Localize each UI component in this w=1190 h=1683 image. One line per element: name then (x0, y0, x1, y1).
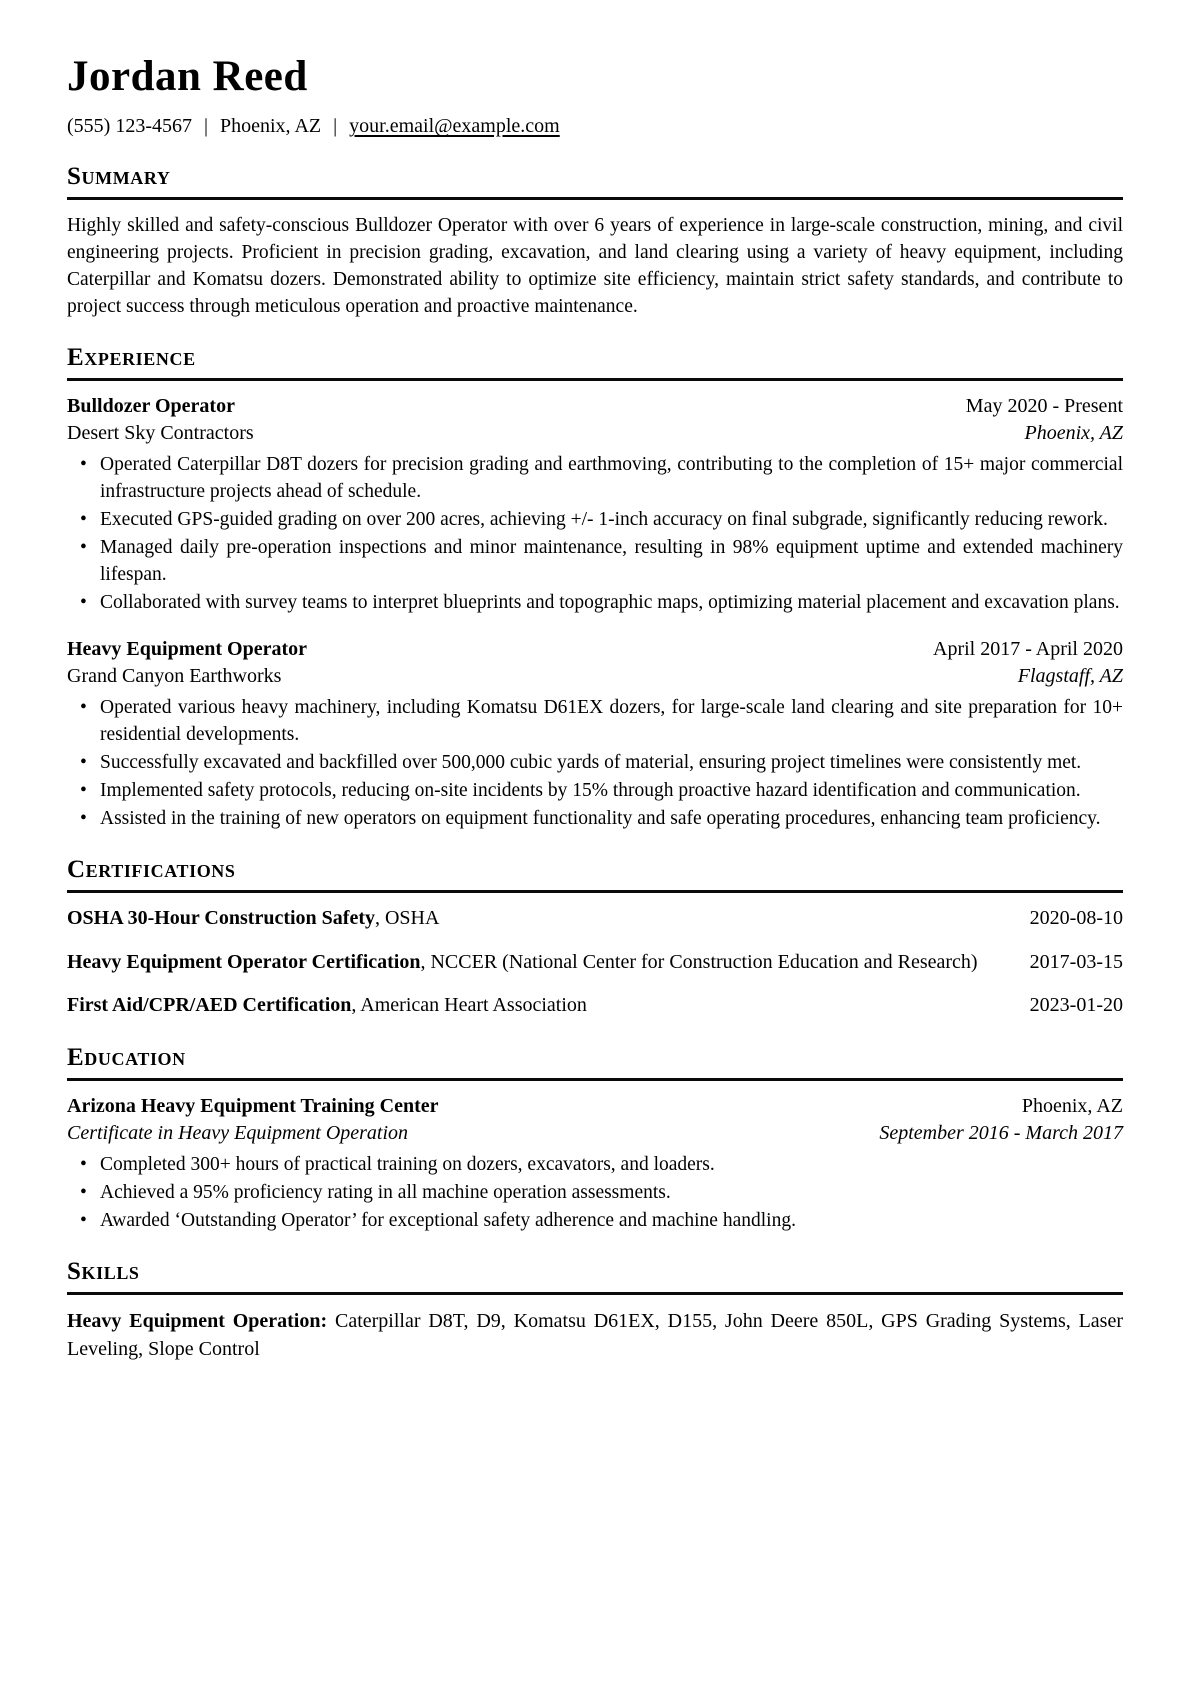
resume-header (67, 54, 1123, 139)
job-entry (67, 393, 1123, 616)
email-link[interactable]: your.email@example.com (349, 115, 560, 138)
certification-text (67, 905, 1006, 933)
certification-text (67, 949, 1006, 977)
bullet-item: • Implemented safety protocols, reducing on-site incidents by 15% through proactive hazard identification and communication. (67, 777, 1123, 804)
certification-issuer: , NCCER (National Center for Construction Education and Research) (420, 950, 978, 973)
skills-category-label: Heavy Equipment Operation: (67, 1309, 328, 1332)
certifications-heading: Certifications (67, 856, 1123, 893)
bullet-item: • Operated Caterpillar D8T dozers for precision grading and earthmoving, contributing to the completion of 15+ major commercial infrastructure projects ahead of schedule. (67, 451, 1123, 505)
certification-entry (67, 905, 1123, 933)
phone-number: (555) 123-4567 (67, 115, 192, 138)
job-company: Desert Sky Contractors (67, 422, 254, 445)
bullet-item: • Collaborated with survey teams to interpret blueprints and topographic maps, optimizing material placement and excavation plans. (67, 589, 1123, 616)
degree-name: Certificate in Heavy Equipment Operation (67, 1121, 409, 1144)
bullet-item: • Operated various heavy machinery, including Komatsu D61EX dozers, for large-scale land clearing and site preparation for 10+ residential developments. (67, 694, 1123, 748)
education-bullets (67, 1151, 1123, 1234)
job-title: Bulldozer Operator (67, 395, 235, 418)
summary-paragraph: Highly skilled and safety-conscious Bulldozer Operator with over 6 years of experience in large-scale construction, mining, and civil engineering projects. Proficient in precision grading, excavation, and land clearing using a variety of heavy equipment, including Caterpillar and Komatsu dozers. Demonstrated ability to optimize site efficiency, maintain strict safety standards, and contribute to project success through meticulous operation and proactive maintenance. (67, 215, 1123, 318)
certification-name: Heavy Equipment Operator Certification (67, 950, 421, 973)
section-education (67, 1044, 1123, 1234)
school-name: Arizona Heavy Equipment Training Center (67, 1094, 439, 1117)
experience-heading: Experience (67, 344, 1123, 381)
section-certifications (67, 856, 1123, 1020)
person-name: Jordan Reed (67, 53, 308, 100)
contact-separator: | (333, 115, 338, 138)
education-heading: Education (67, 1044, 1123, 1081)
job-bullets (67, 694, 1123, 832)
job-dates: April 2017 - April 2020 (933, 638, 1123, 661)
certification-date: 2020-08-10 (1029, 907, 1123, 930)
certification-issuer: , American Heart Association (351, 994, 587, 1017)
bullet-item: • Successfully excavated and backfilled over 500,000 cubic yards of material, ensuring project timelines were consistently met. (67, 749, 1123, 776)
skills-list: Caterpillar D8T, D9, Komatsu D61EX, D155, John Deere 850L, GPS Grading Systems, Laser Leveling, Slope Control (67, 1309, 1124, 1361)
job-title: Heavy Equipment Operator (67, 638, 307, 661)
bullet-item: • Managed daily pre-operation inspections and minor maintenance, resulting in 98% equipment uptime and extended machinery lifespan. (67, 534, 1123, 588)
section-skills (67, 1258, 1123, 1364)
education-entry (67, 1093, 1123, 1234)
certification-entry (67, 992, 1123, 1020)
certification-entry (67, 949, 1123, 977)
job-location: Phoenix, AZ (1024, 422, 1123, 445)
bullet-item: • Executed GPS-guided grading on over 200 acres, achieving +/- 1-inch accuracy on final subgrade, significantly reducing rework. (67, 506, 1123, 533)
school-location: Phoenix, AZ (1021, 1094, 1123, 1117)
bullet-item: • Awarded ‘Outstanding Operator’ for exceptional safety adherence and machine handling. (67, 1207, 1123, 1234)
summary-heading: Summary (67, 163, 1123, 200)
section-experience (67, 344, 1123, 832)
certification-date: 2017-03-15 (1029, 950, 1123, 973)
skills-line (67, 1307, 1123, 1364)
section-summary (67, 163, 1123, 320)
job-dates: May 2020 - Present (965, 395, 1123, 418)
location-text: Phoenix, AZ (220, 115, 322, 138)
certification-name: First Aid/CPR/AED Certification (67, 994, 352, 1017)
certification-date: 2023-01-20 (1029, 994, 1123, 1017)
education-dates: September 2016 - March 2017 (879, 1121, 1123, 1144)
bullet-item: • Assisted in the training of new operators on equipment functionality and safe operating procedures, enhancing team proficiency. (67, 805, 1123, 832)
certification-text (67, 992, 1006, 1020)
contact-separator: | (203, 115, 208, 138)
bullet-item: • Achieved a 95% proficiency rating in all machine operation assessments. (67, 1179, 1123, 1206)
certification-name: OSHA 30-Hour Construction Safety (67, 907, 375, 930)
certification-issuer: , OSHA (374, 907, 440, 930)
job-bullets (67, 451, 1123, 616)
job-company: Grand Canyon Earthworks (67, 665, 282, 688)
job-location: Flagstaff, AZ (1017, 665, 1123, 688)
job-entry (67, 636, 1123, 832)
skills-heading: Skills (67, 1258, 1123, 1295)
bullet-item: • Completed 300+ hours of practical training on dozers, excavators, and loaders. (67, 1151, 1123, 1178)
contact-line (67, 113, 1123, 139)
